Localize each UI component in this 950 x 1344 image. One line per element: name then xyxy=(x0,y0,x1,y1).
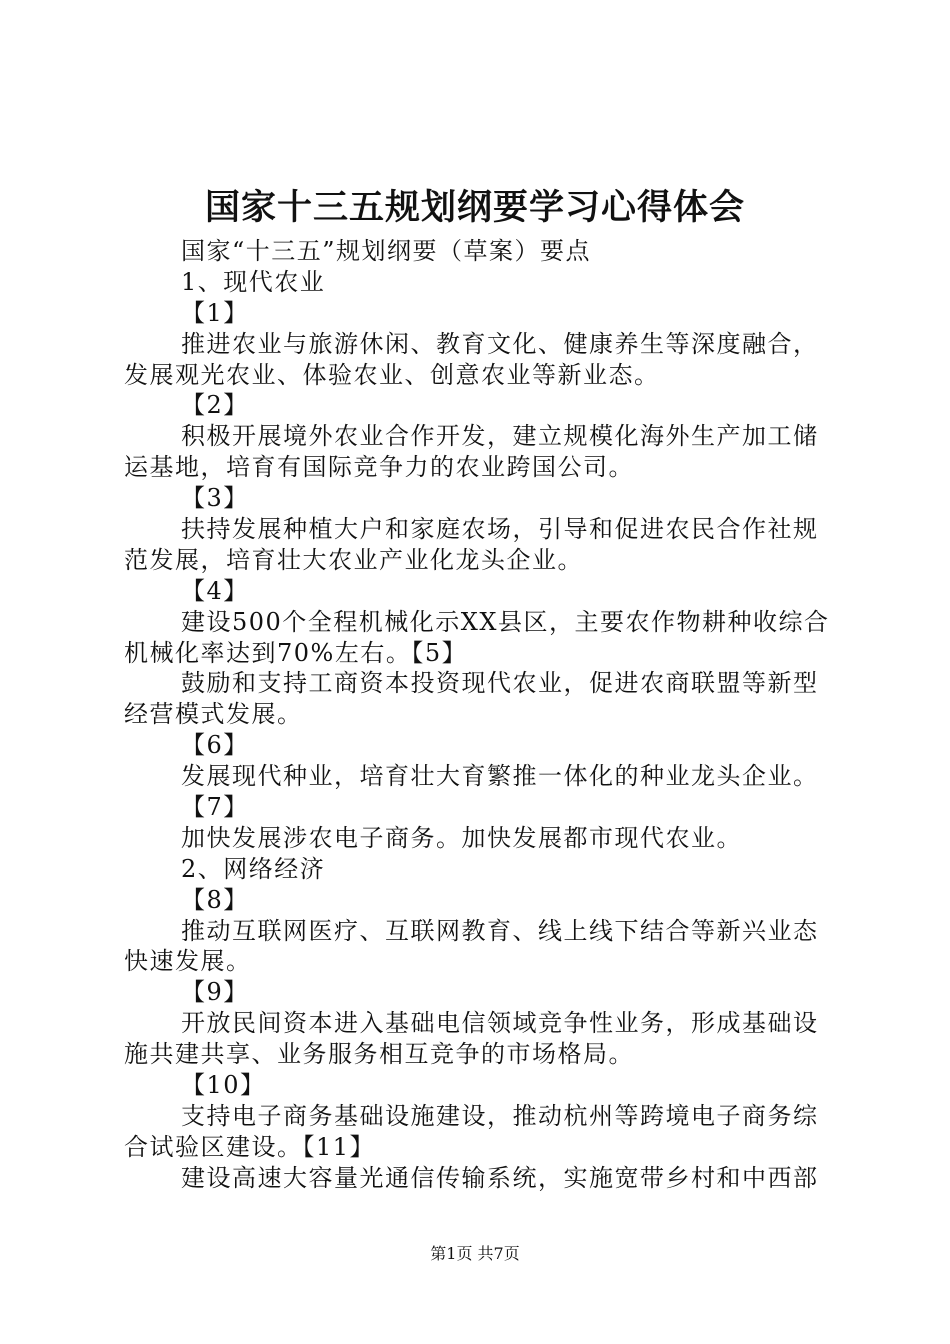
paragraph-line: 发展现代种业，培育壮大育繁推一体化的种业龙头企业。 xyxy=(181,762,819,791)
paragraph-line: 经营模式发展。 xyxy=(124,700,303,729)
paragraph-line: 范发展，培育壮大农业产业化龙头企业。 xyxy=(124,545,583,574)
paragraph-line: 开放民间资本进入基础电信领域竞争性业务，形成基础设 xyxy=(181,1009,819,1038)
paragraph-line: 运基地，培育有国际竞争力的农业跨国公司。 xyxy=(124,453,634,482)
paragraph-line: 建设500个全程机械化示XX县区，主要农作物耕种收综合 xyxy=(181,607,830,636)
paragraph-line: 【1】 xyxy=(181,298,249,327)
paragraph-line: 1、现代农业 xyxy=(181,267,326,296)
paragraph-line: 【6】 xyxy=(181,731,249,760)
paragraph-line: 国家“十三五”规划纲要（草案）要点 xyxy=(181,237,592,265)
paragraph-line: 支持电子商务基础设施建设，推动杭州等跨境电子商务综 xyxy=(181,1101,819,1130)
document-title: 国家十三五规划纲要学习心得体会 xyxy=(204,187,745,228)
page-footer: 第1页 共7页 xyxy=(430,1244,520,1263)
paragraph-line: 【7】 xyxy=(181,793,249,822)
paragraph-line: 2、网络经济 xyxy=(181,854,326,883)
paragraph-line: 鼓励和支持工商资本投资现代农业，促进农商联盟等新型 xyxy=(181,669,819,698)
paragraph-line: 【4】 xyxy=(181,576,249,605)
paragraph-line: 【8】 xyxy=(181,885,249,914)
paragraph-line: 发展观光农业、体验农业、创意农业等新业态。 xyxy=(124,360,660,389)
paragraph-line: 施共建共享、业务服务相互竞争的市场格局。 xyxy=(124,1040,634,1069)
paragraph-line: 合试验区建设。【11】 xyxy=(124,1132,376,1161)
paragraph-line: 【10】 xyxy=(181,1071,266,1100)
paragraph-line: 扶持发展种植大户和家庭农场，引导和促进农民合作社规 xyxy=(181,515,819,544)
paragraph-line: 加快发展涉农电子商务。加快发展都市现代农业。 xyxy=(181,823,742,852)
paragraph-line: 【9】 xyxy=(181,978,249,1007)
document-body xyxy=(124,236,844,1194)
paragraph-line: 建设高速大容量光通信传输系统，实施宽带乡村和中西部 xyxy=(181,1163,819,1192)
paragraph-line: 【3】 xyxy=(181,484,249,513)
paragraph-line: 推动互联网医疗、互联网教育、线上线下结合等新兴业态 xyxy=(181,916,819,945)
paragraph-line: 快速发展。 xyxy=(124,947,252,976)
paragraph-line: 推进农业与旅游休闲、教育文化、健康养生等深度融合， xyxy=(181,329,819,358)
paragraph-line: 积极开展境外农业合作开发，建立规模化海外生产加工储 xyxy=(181,422,819,451)
paragraph-line: 机械化率达到70%左右。【5】 xyxy=(124,638,468,667)
paragraph-line: 【2】 xyxy=(181,391,249,420)
